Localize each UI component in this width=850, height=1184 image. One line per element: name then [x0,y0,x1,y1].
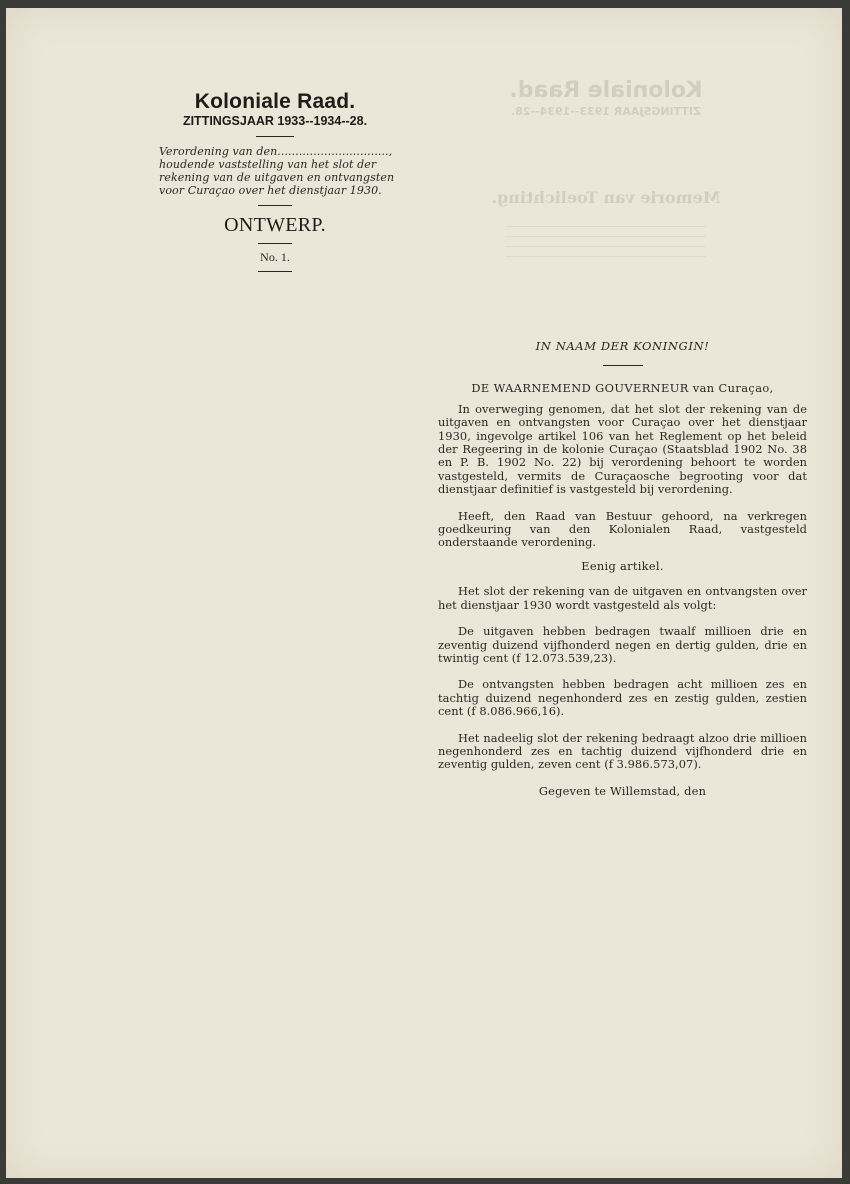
expenditure-paragraph: De uitgaven hebben bedragen twaalf millioen drie en zeventig duizend vijfhonderd negen en dertig gulden, drie en twintig cent (f 12.073.539,23). [438,624,807,665]
divider [256,136,294,137]
divider [258,243,292,244]
enactment-paragraph: Heeft, den Raad van Bestuur gehoord, na verkregen goedkeuring van den Kolonialen Raad, vastgesteld onderstaande verordening. [438,508,807,550]
bleed-through-text: Koloniale Raad. ZITTINGSJAAR 1933--1934--28. Memorie van Toelichting. [476,78,736,257]
document-number: No. 1. [260,250,290,264]
divider [258,271,292,272]
governor-line: DE WAARNEMEND GOUVERNEUR van Curaçao, [471,381,774,396]
ordinance-body [438,340,807,798]
article-intro: Het slot der rekening van de uitgaven en ontvangsten over het dienstjaar 1930 wordt vastgesteld als volgt: [438,584,807,612]
ordinance-description: Verordening van den..............................., houdende vaststelling van het slot der rekening van de uitgaven en ontvangsten voor Curaçao over het dienstjaar 1930. [159,145,395,197]
revenue-paragraph: De ontvangsten hebben bedragen acht millioen zes en tachtig duizend negenhonderd zes en zestig gulden, zestien cent (f 8.086.966,16). [438,677,807,719]
council-title: Koloniale Raad. [194,90,356,113]
document-page [6,8,842,1178]
document-header [153,90,397,278]
draft-label: ONTWERP. [224,214,326,236]
divider [258,205,292,206]
article-heading: Eenig artikel. [581,558,664,573]
session-year: ZITTINGSJAAR 1933--1934--28. [182,114,368,128]
divider [603,365,643,366]
deficit-paragraph: Het nadeelig slot der rekening bedraagt alzoo drie millioen negenhonderd zes en tachtig duizend vijfhonderd drie en zeventig gulden, zeven cent (f 3.986.573,07). [438,730,807,772]
invocation: IN NAAM DER KONINGIN! [535,339,710,353]
given-at-line: Gegeven te Willemstad, den [538,783,707,798]
considering-paragraph: In overweging genomen, dat het slot der rekening van de uitgaven en ontvangsten voor Curaçao over het dienstjaar 1930, ingevolge artikel 106 van het Reglement op het beleid der Regeering in de kolonie Curaçao (Staatsblad 1902 No. 38 en P. B. 1902 No. 22) bij verordening behoort te worden vastgesteld, vermits de Curaçaosche begrooting voor dat dienstjaar definitief is vastgesteld bij verordening. [438,401,807,497]
